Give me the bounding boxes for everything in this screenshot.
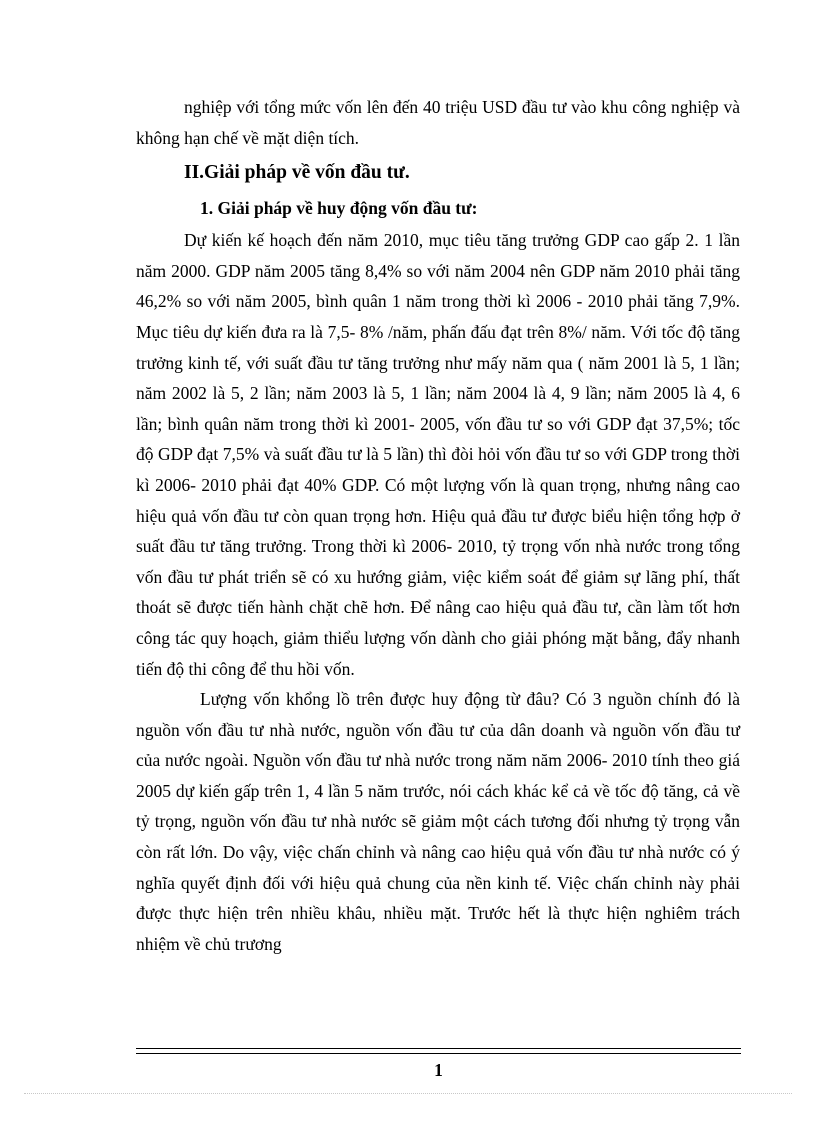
section-heading: II.Giải pháp về vốn đầu tư. xyxy=(184,162,410,184)
page-body xyxy=(136,92,740,959)
page-edge-line xyxy=(24,1093,792,1094)
paragraph-continued: nghiệp với tổng mức vốn lên đến 40 triệu USD đầu tư vào khu công nghiệp và không hạn chế về mặt diện tích. xyxy=(136,97,740,148)
page-number: 1 xyxy=(434,1060,443,1080)
subsection-heading: 1. Giải pháp về huy động vốn đầu tư: xyxy=(200,198,478,219)
paragraph-funding-sources: Lượng vốn khổng lồ trên được huy động từ đâu? Có 3 nguồn chính đó là nguồn vốn đầu tư nhà nước, nguồn vốn đầu tư của dân doanh và nguồn vốn đầu tư của nước ngoài. Nguồn vốn đầu tư nhà nước trong năm năm 2006- 2010 tính theo giá 2005 dự kiến gấp trên 1, 4 lần 5 năm trước, nói cách khác kể cả về tốc độ tăng, cả về tỷ trọng, nguồn vốn đầu tư nhà nước sẽ giảm một cách tương đối nhưng tỷ trọng vẫn còn rất lớn. Do vậy, việc chấn chỉnh và nâng cao hiệu quả vốn đầu tư nhà nước có ý nghĩa quyết định đối với hiệu quả chung của nền kinh tế. Việc chấn chỉnh này phải được thực hiện trên nhiều khâu, nhiều mặt. Trước hết là thực hiện nghiêm trách nhiệm về chủ trương xyxy=(136,689,740,954)
paragraph-funding-plan: Dự kiến kế hoạch đến năm 2010, mục tiêu tăng trưởng GDP cao gấp 2. 1 lần năm 2000. GDP năm 2005 tăng 8,4% so với năm 2004 nên GDP năm 2010 phải tăng 46,2% so với năm 2005, bình quân 1 năm trong thời kì 2006 - 2010 phải tăng 7,9%. Mục tiêu dự kiến đưa ra là 7,5- 8% /năm, phấn đấu đạt trên 8%/ năm. Với tốc độ tăng trưởng kinh tế, với suất đầu tư tăng trưởng như mấy năm qua ( năm 2001 là 5, 1 lần; năm 2002 là 5, 2 lần; năm 2003 là 5, 1 lần; năm 2004 là 4, 9 lần; năm 2005 là 4, 6 lần; bình quân năm trong thời kì 2001- 2005, vốn đầu tư so với GDP đạt 37,5%; tốc độ GDP đạt 7,5% và suất đầu tư là 5 lần) thì đòi hỏi vốn đầu tư so với GDP trong thời kì 2006- 2010 phải đạt 40% GDP. Có một lượng vốn là quan trọng, nhưng nâng cao hiệu quả vốn đầu tư còn quan trọng hơn. Hiệu quả đầu tư được biểu hiện tổng hợp ở suất đầu tư tăng trưởng. Trong thời kì 2006- 2010, tỷ trọng vốn nhà nước trong tổng vốn đầu tư phát triển sẽ có xu hướng giảm, việc kiểm soát để giảm sự lãng phí, thất thoát sẽ được tiến hành chặt chẽ hơn. Để nâng cao hiệu quả đầu tư, cần làm tốt hơn công tác quy hoạch, giảm thiểu lượng vốn dành cho giải phóng mặt bằng, đẩy nhanh tiến độ thi công để thu hồi vốn. xyxy=(136,230,740,679)
footer-divider xyxy=(136,1048,741,1054)
